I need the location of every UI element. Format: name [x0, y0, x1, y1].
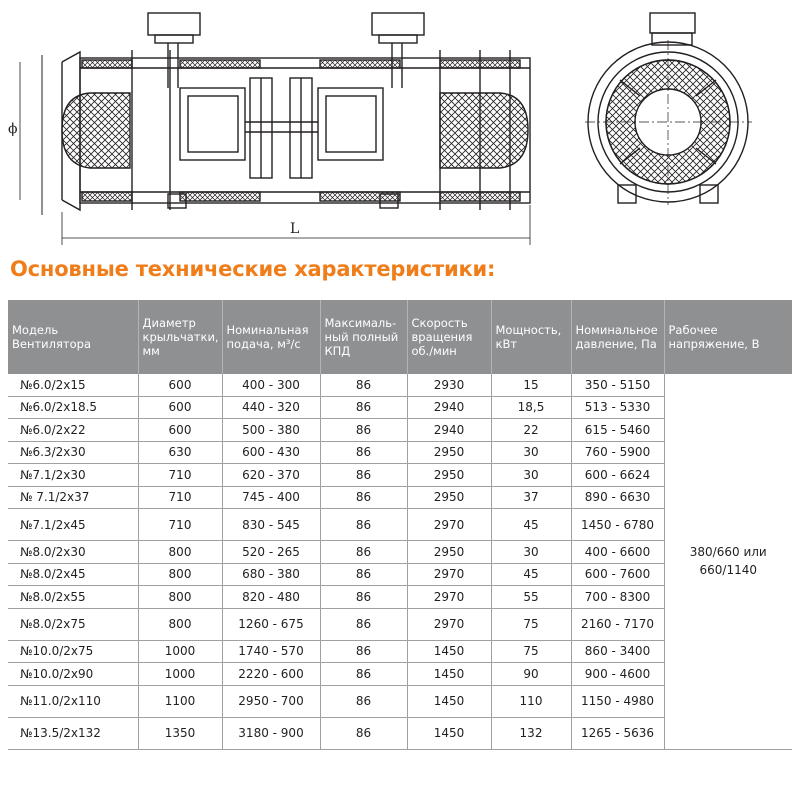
cell-speed: 2950	[407, 441, 491, 464]
cell-power: 30	[491, 464, 571, 487]
cell-pressure: 1150 - 4980	[571, 685, 664, 717]
header-diameter: Диаметр крыльчатки, мм	[138, 300, 222, 374]
cell-flow: 820 - 480	[222, 586, 320, 609]
cell-diameter: 710	[138, 486, 222, 509]
cell-flow: 520 - 265	[222, 541, 320, 564]
cell-power: 45	[491, 563, 571, 586]
cell-power: 55	[491, 586, 571, 609]
cell-efficiency: 86	[320, 464, 407, 487]
cell-flow: 680 - 380	[222, 563, 320, 586]
header-efficiency: Максималь-ный полный КПД	[320, 300, 407, 374]
cell-model: №8.0/2х45	[8, 563, 138, 586]
cell-model: №13.5/2х132	[8, 717, 138, 749]
cell-model: №11.0/2х110	[8, 685, 138, 717]
end-view	[585, 13, 752, 205]
cell-pressure: 1265 - 5636	[571, 717, 664, 749]
cell-pressure: 860 - 3400	[571, 640, 664, 663]
cell-pressure: 600 - 6624	[571, 464, 664, 487]
cell-power: 75	[491, 640, 571, 663]
cell-efficiency: 86	[320, 685, 407, 717]
cell-flow: 745 - 400	[222, 486, 320, 509]
section-heading: Основные технические характеристики:	[10, 257, 496, 281]
cell-efficiency: 86	[320, 717, 407, 749]
cell-power: 37	[491, 486, 571, 509]
cell-diameter: 630	[138, 441, 222, 464]
cell-efficiency: 86	[320, 486, 407, 509]
cell-pressure: 400 - 6600	[571, 541, 664, 564]
header-voltage: Рабочее напряжение, В	[664, 300, 792, 374]
cell-speed: 1450	[407, 685, 491, 717]
cell-power: 90	[491, 663, 571, 686]
cell-pressure: 760 - 5900	[571, 441, 664, 464]
cell-efficiency: 86	[320, 563, 407, 586]
cell-flow: 1260 - 675	[222, 608, 320, 640]
cell-diameter: 600	[138, 374, 222, 396]
cell-speed: 2970	[407, 509, 491, 541]
cell-pressure: 1450 - 6780	[571, 509, 664, 541]
table-row	[8, 374, 792, 396]
cell-pressure: 615 - 5460	[571, 419, 664, 442]
cell-diameter: 710	[138, 464, 222, 487]
cell-flow: 2220 - 600	[222, 663, 320, 686]
cell-model: №6.0/2х18.5	[8, 396, 138, 419]
header-flow: Номинальная подача, м³/с	[222, 300, 320, 374]
cell-diameter: 1000	[138, 663, 222, 686]
header-power: Мощность, кВт	[491, 300, 571, 374]
cell-speed: 2970	[407, 586, 491, 609]
cell-pressure: 600 - 7600	[571, 563, 664, 586]
cell-voltage: 380/660 или 660/1140	[664, 374, 792, 749]
cell-flow: 3180 - 900	[222, 717, 320, 749]
cell-model: №8.0/2х30	[8, 541, 138, 564]
cell-flow: 600 - 430	[222, 441, 320, 464]
cell-model: № 7.1/2х37	[8, 486, 138, 509]
cell-flow: 440 - 320	[222, 396, 320, 419]
cell-power: 15	[491, 374, 571, 396]
cell-speed: 2950	[407, 486, 491, 509]
cell-power: 45	[491, 509, 571, 541]
cell-speed: 2930	[407, 374, 491, 396]
cell-pressure: 700 - 8300	[571, 586, 664, 609]
length-label: L	[290, 221, 300, 237]
diameter-label: ϕ	[8, 121, 18, 137]
cell-power: 30	[491, 541, 571, 564]
cell-diameter: 1350	[138, 717, 222, 749]
cell-flow: 1740 - 570	[222, 640, 320, 663]
cell-power: 18,5	[491, 396, 571, 419]
header-pressure: Номинальное давление, Па	[571, 300, 664, 374]
cell-efficiency: 86	[320, 541, 407, 564]
header-model: Модель Вентилятора	[8, 300, 138, 374]
specifications-table	[8, 300, 792, 750]
cell-diameter: 600	[138, 396, 222, 419]
cell-speed: 1450	[407, 640, 491, 663]
cell-efficiency: 86	[320, 608, 407, 640]
cell-diameter: 800	[138, 563, 222, 586]
cell-diameter: 710	[138, 509, 222, 541]
cell-diameter: 600	[138, 419, 222, 442]
cell-pressure: 513 - 5330	[571, 396, 664, 419]
cell-pressure: 350 - 5150	[571, 374, 664, 396]
cell-model: №6.0/2х22	[8, 419, 138, 442]
table-header-row	[8, 300, 792, 374]
side-view	[20, 13, 530, 245]
cell-efficiency: 86	[320, 441, 407, 464]
cell-speed: 2950	[407, 464, 491, 487]
cell-speed: 2970	[407, 563, 491, 586]
cell-model: №8.0/2х55	[8, 586, 138, 609]
cell-efficiency: 86	[320, 419, 407, 442]
cell-model: №8.0/2х75	[8, 608, 138, 640]
cell-efficiency: 86	[320, 663, 407, 686]
cell-speed: 2970	[407, 608, 491, 640]
cell-model: №10.0/2х90	[8, 663, 138, 686]
cell-diameter: 800	[138, 608, 222, 640]
header-speed: Скорость вращения об./мин	[407, 300, 491, 374]
cell-pressure: 900 - 4600	[571, 663, 664, 686]
cell-flow: 830 - 545	[222, 509, 320, 541]
cell-model: №6.3/2х30	[8, 441, 138, 464]
cell-diameter: 800	[138, 541, 222, 564]
cell-diameter: 800	[138, 586, 222, 609]
cell-speed: 1450	[407, 717, 491, 749]
cell-diameter: 1000	[138, 640, 222, 663]
cell-model: №7.1/2х45	[8, 509, 138, 541]
cell-pressure: 2160 - 7170	[571, 608, 664, 640]
cell-flow: 500 - 380	[222, 419, 320, 442]
cell-model: №10.0/2х75	[8, 640, 138, 663]
cell-speed: 2950	[407, 541, 491, 564]
cell-diameter: 1100	[138, 685, 222, 717]
cell-flow: 620 - 370	[222, 464, 320, 487]
cell-power: 22	[491, 419, 571, 442]
cell-efficiency: 86	[320, 640, 407, 663]
cell-efficiency: 86	[320, 396, 407, 419]
cell-power: 110	[491, 685, 571, 717]
cell-efficiency: 86	[320, 586, 407, 609]
cell-power: 75	[491, 608, 571, 640]
fan-technical-drawing	[0, 0, 800, 250]
cell-speed: 1450	[407, 663, 491, 686]
cell-model: №6.0/2х15	[8, 374, 138, 396]
cell-power: 132	[491, 717, 571, 749]
cell-flow: 400 - 300	[222, 374, 320, 396]
cell-efficiency: 86	[320, 509, 407, 541]
cell-flow: 2950 - 700	[222, 685, 320, 717]
cell-efficiency: 86	[320, 374, 407, 396]
cell-speed: 2940	[407, 396, 491, 419]
cell-pressure: 890 - 6630	[571, 486, 664, 509]
cell-power: 30	[491, 441, 571, 464]
cell-model: №7.1/2х30	[8, 464, 138, 487]
cell-speed: 2940	[407, 419, 491, 442]
